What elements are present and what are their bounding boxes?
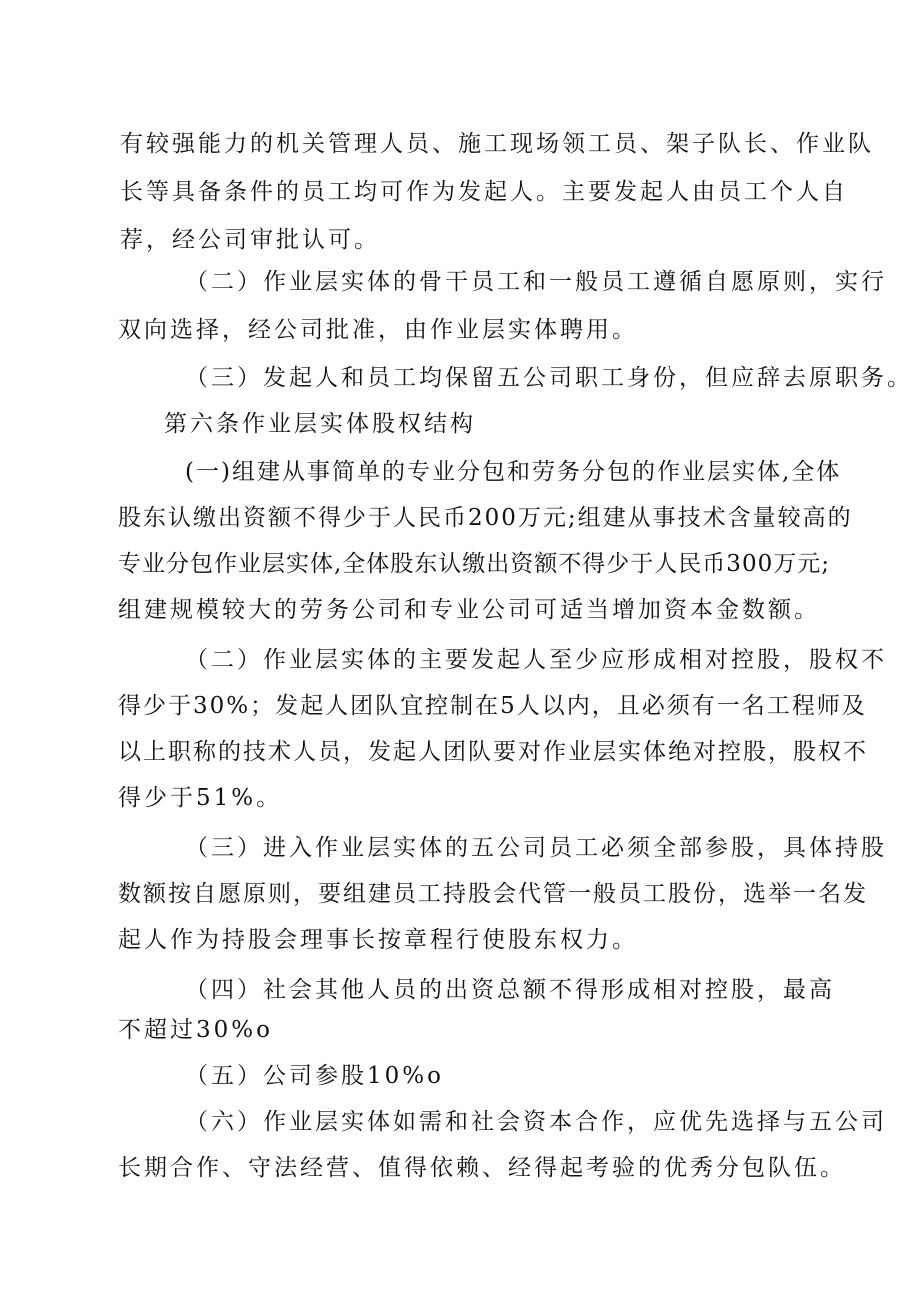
text-line: 起人作为持股会理事长按章程行使股东权力。 (118, 927, 638, 953)
text-line: （三）进入作业层实体的五公司员工必须全部参股，具体持股 (185, 835, 887, 861)
text-line: 荐，经公司审批认可。 (120, 227, 380, 253)
text-line: （五）公司参股10%o (185, 1063, 444, 1089)
text-line: 有较强能力的机关管理人员、施工现场领工员、架子队长、作业队 (120, 131, 874, 157)
text-line: 长等具备条件的员工均可作为发起人。主要发起人由员工个人自 (120, 179, 848, 205)
text-line: 不超过30%o (118, 1017, 273, 1043)
text-line: 组建规模较大的劳务公司和专业公司可适当增加资本金数额。 (118, 597, 820, 623)
text-line: （三）发起人和员工均保留五公司职工身份，但应辞去原职务。 (185, 365, 913, 391)
text-line: 股东认缴出资额不得少于人民币200万元;组建从事技术含量较高的 (118, 505, 853, 531)
text-line: 长期合作、守法经营、值得依赖、经得起考验的优秀分包队伍。 (118, 1155, 846, 1181)
text-line: 得少于30%；发起人团队宜控制在5人以内，且必须有一名工程师及 (118, 693, 867, 719)
text-line: 得少于51%。 (118, 785, 283, 811)
text-line: （四）社会其他人员的出资总额不得形成相对控股，最高 (185, 977, 835, 1003)
section-heading: 第六条作业层实体股权结构 (164, 411, 476, 437)
text-line: （二）作业层实体的骨干员工和一般员工遵循自愿原则，实行 (185, 269, 887, 295)
text-line: 专业分包作业层实体,全体股东认缴出资额不得少于人民币300万元; (118, 551, 830, 577)
text-line: 双向选择，经公司批准，由作业层实体聘用。 (118, 317, 638, 343)
text-line: 数额按自愿原则，要组建员工持股会代管一般员工股份，选举一名发 (118, 881, 868, 907)
text-line: (一)组建从事简单的专业分包和劳务分包的作业层实体,全体 (185, 459, 842, 485)
text-line: 以上职称的技术人员，发起人团队要对作业层实体绝对控股，股权不 (118, 739, 868, 765)
text-line: （六）作业层实体如需和社会资本合作，应优先选择与五公司 (185, 1109, 887, 1135)
text-line: （二）作业层实体的主要发起人至少应形成相对控股，股权不 (185, 647, 887, 673)
